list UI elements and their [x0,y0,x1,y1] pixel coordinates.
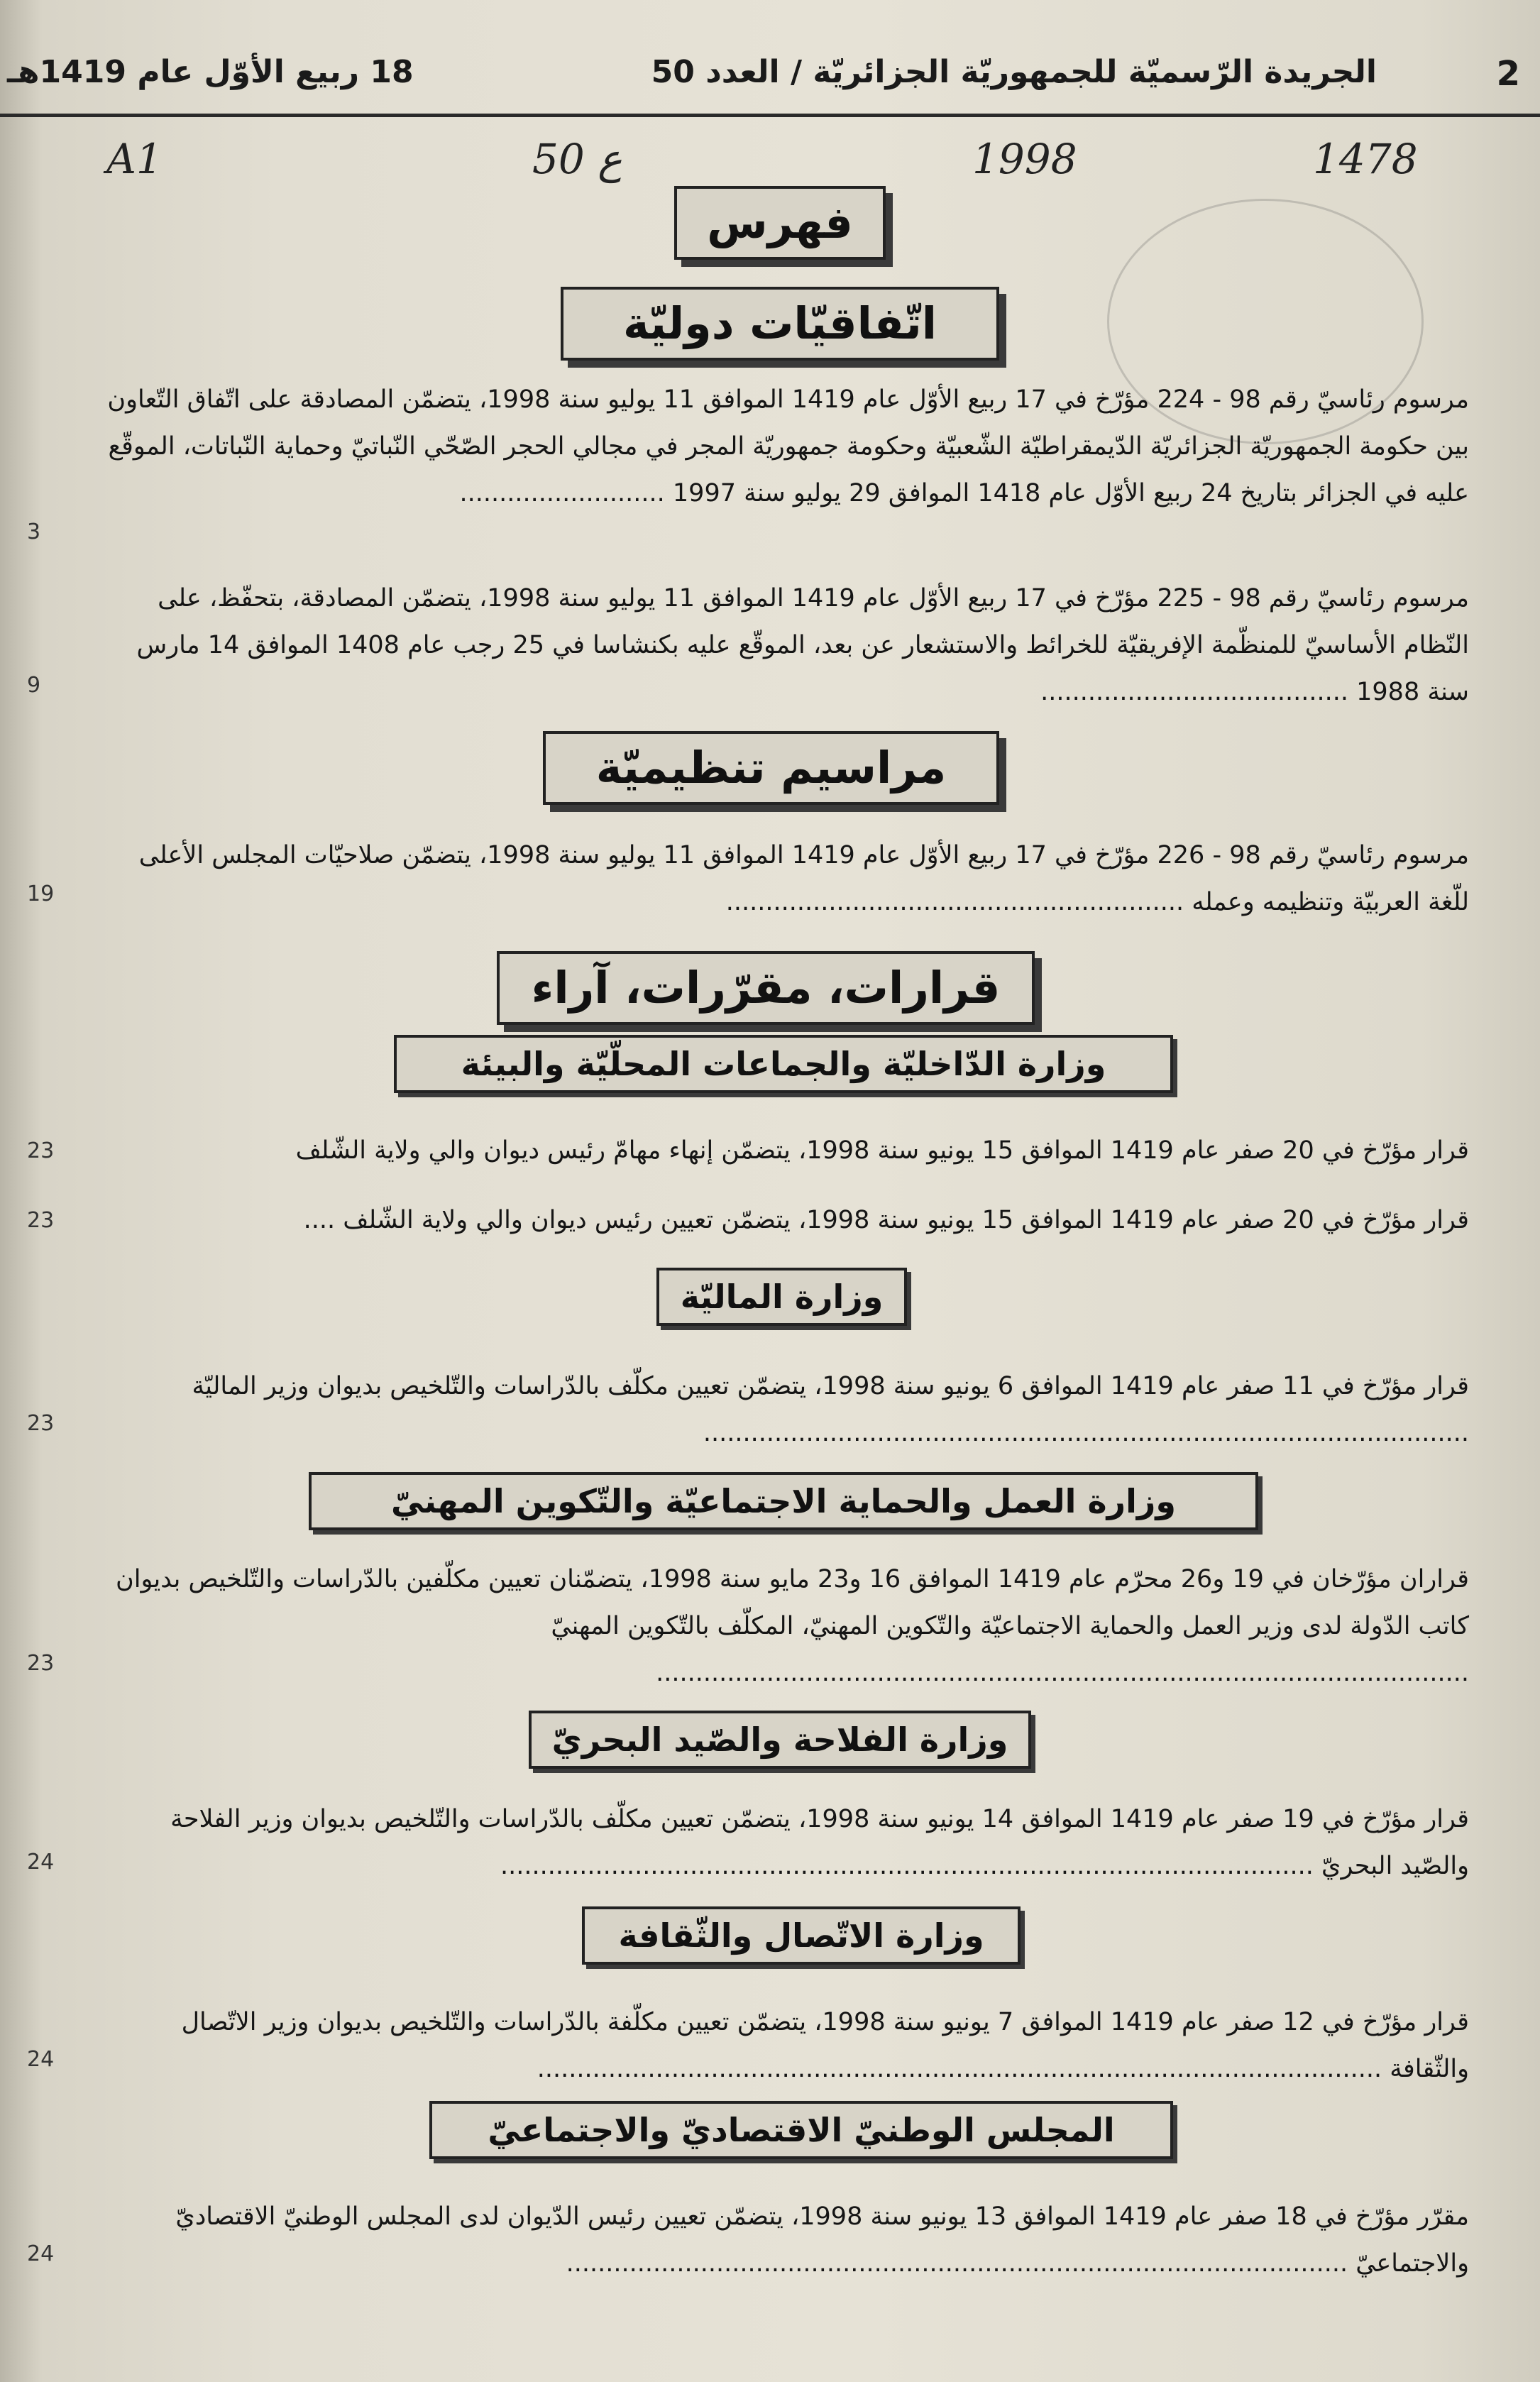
ministry-heading: وزارة الماليّة [656,1268,907,1326]
entry-page: 19 [27,882,55,906]
section-heading: قرارات، مقرّرات، آراء [497,951,1035,1025]
entry-text: مقرّر مؤرّخ في 18 صفر عام 1419 الموافق 13 يونيو سنة 1998، يتضمّن تعيين رئيس الدّيوان لدى المجلس الوطنيّ الاقتصاديّ والاجتماعيّ [175,2202,1469,2278]
header-rule [0,114,1540,117]
toc-entry [99,1127,1469,1174]
toc-entry: مقرّر مؤرّخ في 18 صفر عام 1419 الموافق 13 يونيو سنة 1998، يتضمّن تعيين رئيس الدّيوان لدى المجلس الوطنيّ الاقتصاديّ والاجتماعيّ ................................................................................................... [175,2202,1469,2278]
journal-title: الجريدة الرّسميّة للجمهوريّة الجزائريّة / العدد 50 [651,54,1377,90]
ministry-heading: وزارة العمل والحماية الاجتماعيّة والتّكوين المهنيّ [309,1472,1258,1530]
toc-entry: قرار مؤرّخ في 12 صفر عام 1419 الموافق 7 يونيو سنة 1998، يتضمّن تعيين مكلّفة بالدّراسات والتّلخيص بديوان وزير الاتّصال والثّقافة ........................................................................................................... [181,2008,1469,2083]
council-heading: المجلس الوطنيّ الاقتصاديّ والاجتماعيّ [429,2101,1173,2159]
entry-text: قراران مؤرّخان في 19 و26 محرّم عام 1419 الموافق 16 و23 مايو سنة 1998، يتضمّنان تعيين مكلّفين بالدّراسات والتّلخيص بديوان كاتب الدّولة لدى وزير العمل والحماية الاجتماعيّة والتّكوين المهنيّ، المكلّف بالتّكوين المهنيّ [116,1565,1469,1640]
toc-entry: مرسوم رئاسيّ رقم 98 - 225 مؤرّخ في 17 ربيع الأوّل عام 1419 الموافق 11 يوليو سنة 1998، يتضمّن المصادقة، بتحفّظ، على النّظام الأساسيّ للمنظّمة الإفريقيّة للخرائط والاستشعار عن بعد، الموقّع عليه بكنشاسا في 25 رجب عام 1408 الموافق 14 مارس سنة 1988 ....................................... [136,584,1469,706]
section-heading: اتّفاقيّات دوليّة [561,287,999,361]
handwritten-note: 1998 [972,135,1077,183]
toc-entry: قرار مؤرّخ في 20 صفر عام 1419 الموافق 15 يونيو سنة 1998، يتضمّن تعيين رئيس ديوان والي ولاية الشّلف .... [303,1206,1469,1234]
entry-page: 23 [27,1208,55,1233]
entry-text: مرسوم رئاسيّ رقم 98 - 225 مؤرّخ في 17 ربيع الأوّل عام 1419 الموافق 11 يوليو سنة 1998، يتضمّن المصادقة، بتحفّظ، على النّظام الأساسيّ للمنظّمة الإفريقيّة للخرائط والاستشعار عن بعد، الموقّع عليه بكنشاسا في 25 رجب عام 1408 الموافق 14 مارس سنة 1988 [136,584,1469,706]
toc-entry: قرار مؤرّخ في 11 صفر عام 1419 الموافق 6 يونيو سنة 1998، يتضمّن تعيين مكلّف بالدّراسات والتّلخيص بديوان وزير الماليّة ................................................................................................. [192,1372,1469,1447]
handwritten-note: ع 50 [532,135,622,183]
entry-text: قرار مؤرّخ في 20 صفر عام 1419 الموافق 15 يونيو سنة 1998، يتضمّن إنهاء مهامّ رئيس ديوان والي ولاية الشّلف [295,1136,1469,1165]
entry-page: 24 [27,2047,55,2072]
entry-page: 24 [27,1850,55,1875]
toc-entry: مرسوم رئاسيّ رقم 98 - 224 مؤرّخ في 17 ربيع الأوّل عام 1419 الموافق 11 يوليو سنة 1998، يتضمّن المصادقة على اتّفاق التّعاون بين حكومة الجمهوريّة الجزائريّة الدّيمقراطيّة الشّعبيّة وحكومة جمهوريّة المجر في مجالي الحجر الصّحّي النّباتيّ وحماية النّباتات، الموقّع عليه في الجزائر بتاريخ 24 ربيع الأوّل عام 1418 الموافق 29 يوليو سنة 1997 .......................... [107,385,1469,507]
entry-page: 23 [27,1411,55,1436]
entry-page: 23 [27,1651,55,1676]
toc-entry: قرار مؤرّخ في 19 صفر عام 1419 الموافق 14 يونيو سنة 1998، يتضمّن تعيين مكلّف بالدّراسات والتّلخيص بديوان وزير الفلاحة والصّيد البحريّ ....................................................................................................... [170,1805,1469,1880]
entry-text: مرسوم رئاسيّ رقم 98 - 224 مؤرّخ في 17 ربيع الأوّل عام 1419 الموافق 11 يوليو سنة 1998، يتضمّن المصادقة على اتّفاق التّعاون بين حكومة الجمهوريّة الجزائريّة الدّيمقراطيّة الشّعبيّة وحكومة جمهوريّة المجر في مجالي الحجر الصّحّي النّباتيّ وحماية النّباتات، الموقّع عليه في الجزائر بتاريخ 24 ربيع الأوّل عام 1418 الموافق 29 يوليو سنة 1997 [107,385,1469,507]
ministry-heading: وزارة الفلاحة والصّيد البحريّ [529,1711,1031,1769]
entry-page: 3 [27,520,41,544]
page-number: 2 [1496,54,1520,94]
entry-text: قرار مؤرّخ في 19 صفر عام 1419 الموافق 14 يونيو سنة 1998، يتضمّن تعيين مكلّف بالدّراسات والتّلخيص بديوان وزير الفلاحة والصّيد البحريّ [170,1805,1469,1880]
handwritten-note: 1478 [1313,135,1418,183]
ministry-heading: وزارة الاتّصال والثّقافة [582,1906,1021,1965]
entry-text: مرسوم رئاسيّ رقم 98 - 226 مؤرّخ في 17 ربيع الأوّل عام 1419 الموافق 11 يوليو سنة 1998، يتضمّن صلاحيّات المجلس الأعلى للّغة العربيّة وتنظيمه وعمله [138,841,1469,916]
entry-page: 9 [27,673,41,698]
entry-text: قرار مؤرّخ في 20 صفر عام 1419 الموافق 15 يونيو سنة 1998، يتضمّن تعيين رئيس ديوان والي ولاية الشّلف [343,1206,1469,1234]
entry-page: 23 [27,1138,55,1163]
ministry-heading: وزارة الدّاخليّة والجماعات المحلّيّة والبيئة [394,1035,1173,1093]
entry-page: 24 [27,2241,55,2266]
header-date: 18 ربيع الأوّل عام 1419هـ [7,54,414,90]
toc-entry: قراران مؤرّخان في 19 و26 محرّم عام 1419 الموافق 16 و23 مايو سنة 1998، يتضمّنان تعيين مكلّفين بالدّراسات والتّلخيص بديوان كاتب الدّولة لدى وزير العمل والحماية الاجتماعيّة والتّكوين المهنيّ، المكلّف بالتّكوين المهنيّ ....................................................................................................... [116,1565,1469,1687]
handwritten-note: A1 [106,135,163,183]
section-heading: مراسيم تنظيميّة [543,731,999,805]
running-header [0,48,1540,112]
entry-text: قرار مؤرّخ في 12 صفر عام 1419 الموافق 7 يونيو سنة 1998، يتضمّن تعيين مكلّفة بالدّراسات والتّلخيص بديوان وزير الاتّصال والثّقافة [181,2008,1469,2083]
toc-title: فهرس [674,186,886,260]
toc-entry: مرسوم رئاسيّ رقم 98 - 226 مؤرّخ في 17 ربيع الأوّل عام 1419 الموافق 11 يوليو سنة 1998، يتضمّن صلاحيّات المجلس الأعلى للّغة العربيّة وتنظيمه وعمله .......................................................... [138,841,1469,916]
entry-text: قرار مؤرّخ في 11 صفر عام 1419 الموافق 6 يونيو سنة 1998، يتضمّن تعيين مكلّف بالدّراسات والتّلخيص بديوان وزير الماليّة [192,1372,1469,1400]
